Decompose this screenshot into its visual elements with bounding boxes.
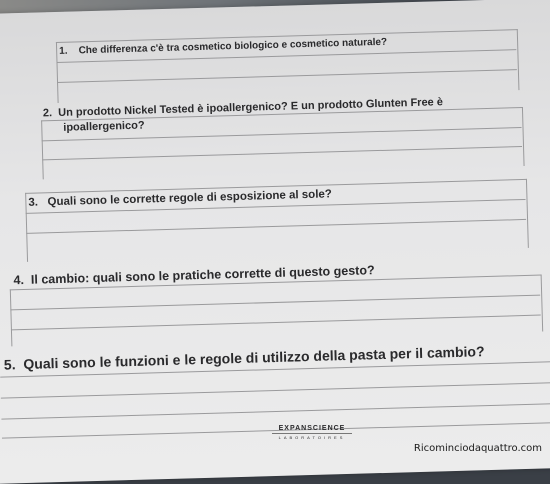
question-text: Un prodotto Nickel Tested è ipoallergenico? E un prodotto Glunten Free è (58, 96, 444, 119)
answer-box-2 (41, 107, 524, 179)
answer-line (1, 382, 550, 399)
brand-logo (272, 425, 352, 440)
question-number: 2. (42, 107, 53, 120)
question-5 (4, 343, 485, 372)
question-text: Che differenza c'è tra cosmetico biologico e cosmetico naturale? (78, 36, 388, 57)
question-number: 4. (13, 272, 25, 288)
answer-box-4 (10, 272, 543, 347)
question-text: Quali sono le corrette regole di esposizione al sole? (47, 188, 333, 209)
watermark-text: Ricominciodaquattro.com (413, 443, 542, 454)
question-text: Il cambio: quali sono le pratiche corrette di questo gesto? (30, 263, 375, 287)
answer-line (1, 403, 550, 420)
question-number: 5. (3, 356, 16, 373)
logo-subtitle: LABORATOIRES (272, 433, 352, 440)
question-number: 3. (28, 196, 39, 209)
question-text: Quali sono le funzioni e le regole di utilizzo della pasta per il cambio? (23, 343, 485, 373)
question-number: 1. (59, 45, 68, 57)
logo-wordmark: EXPANSCIENCE (278, 425, 346, 432)
question-text-line2: ipoallergenico? (63, 119, 145, 134)
